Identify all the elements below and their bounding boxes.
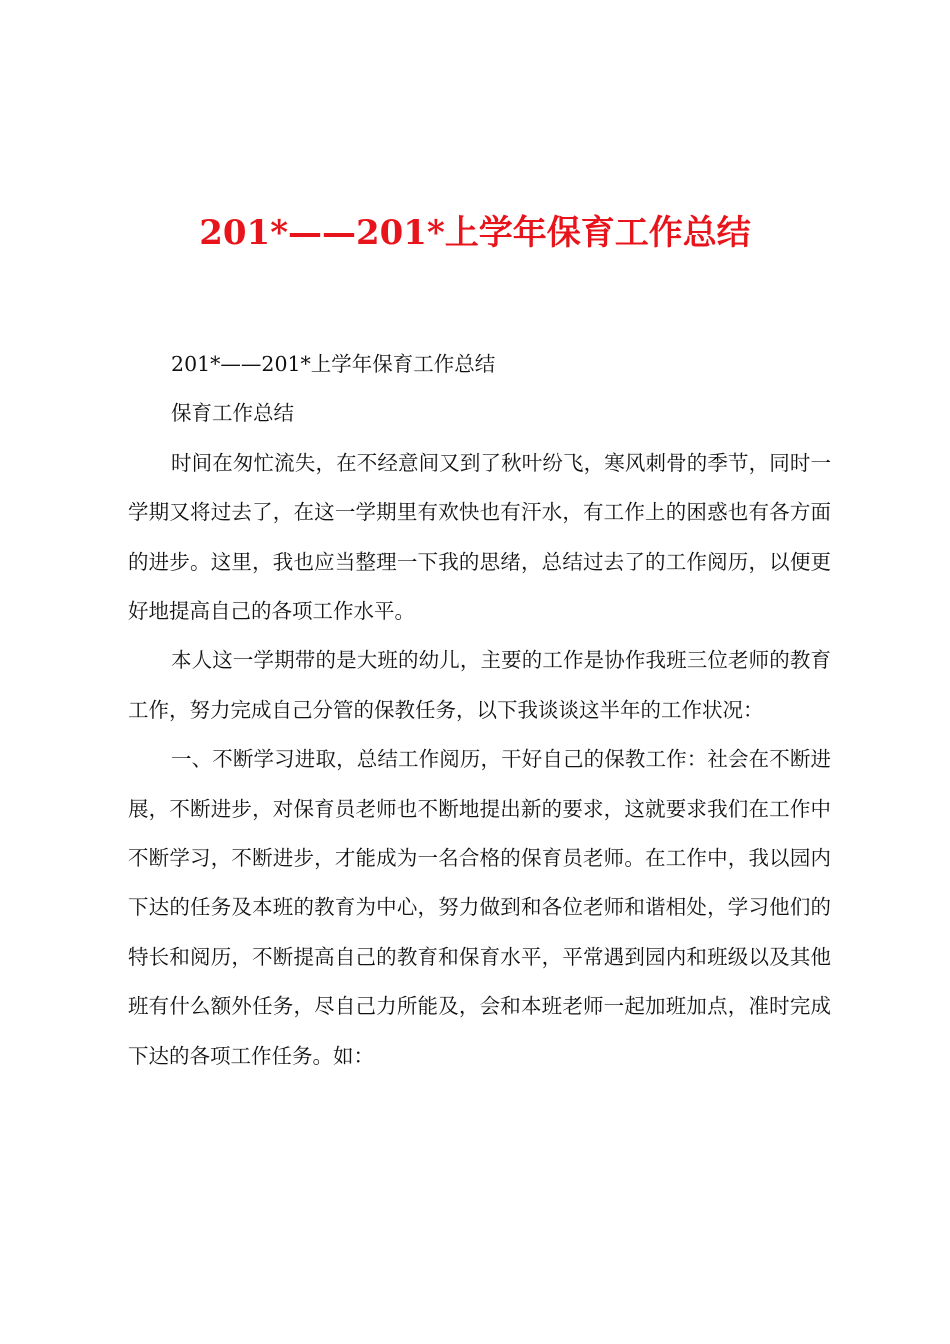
- paragraph-section-one: 一、不断学习进取，总结工作阅历，干好自己的保教工作：社会在不断进展，不断进步，对保育员老师也不断地提出新的要求，这就要求我们在工作中不断学习，不断进步，才能成为一名合格的保育员老师。在工作中，我以园内下达的任务及本班的教育为中心，努力做到和各位老师和谐相处，学习他们的特长和阅历，不断提高自己的教育和保育水平，平常遇到园内和班级以及其他班有什么额外任务，尽自己力所能及，会和本班老师一起加班加点，准时完成下达的各项工作任务。如：: [128, 747, 831, 1068]
- document-title: 201*——201*上学年保育工作总结: [199, 213, 751, 253]
- paragraph-heading: 保育工作总结: [171, 401, 295, 426]
- document-body: [128, 340, 831, 1081]
- paragraph-intro: 时间在匆忙流失，在不经意间又到了秋叶纷飞，寒风刺骨的季节，同时一学期又将过去了，在这一学期里有欢快也有汗水，有工作上的困惑也有各方面的进步。这里，我也应当整理一下我的思绪，总结过去了的工作阅历，以便更好地提高自己的各项工作水平。: [128, 450, 831, 624]
- paragraph-subtitle: 201*——201*上学年保育工作总结: [171, 352, 496, 376]
- paragraph-duties: 本人这一学期带的是大班的幼儿，主要的工作是协作我班三位老师的教育工作，努力完成自己分管的保教任务，以下我谈谈这半年的工作状况：: [128, 648, 831, 722]
